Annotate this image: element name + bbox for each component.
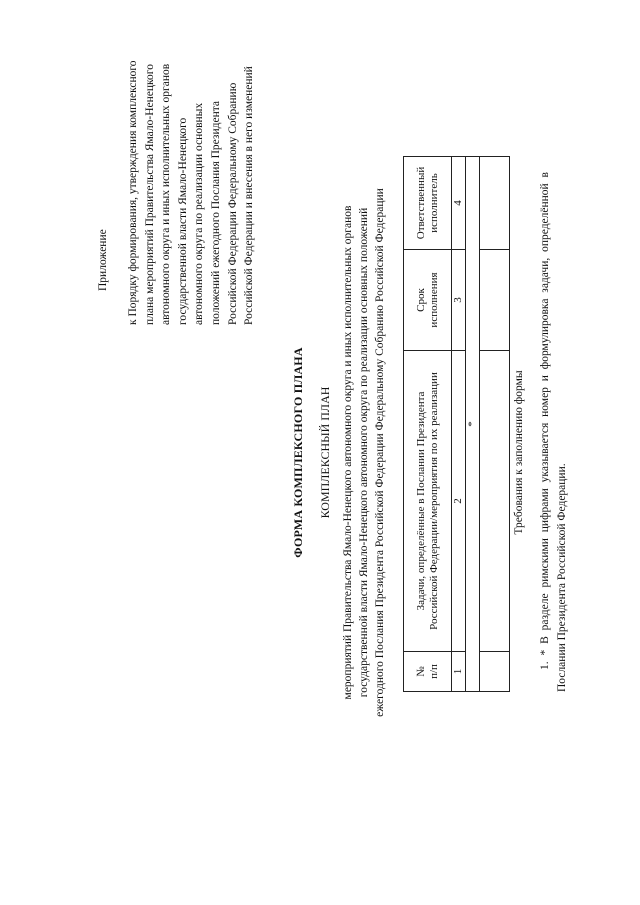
header-responsible-line: исполнитель: [427, 173, 440, 233]
appendix-line: Российской Федерации Федеральному Собранию: [226, 82, 239, 325]
appendix-line: Российской Федерации и внесения в него изменений: [243, 66, 256, 325]
appendix-line: государственной власти Ямало-Ненецкого: [176, 117, 189, 325]
header-tasks: [404, 351, 452, 652]
plan-description-line: мероприятий Правительства Ямало-Ненецкого автономного округа и иных исполнительных органов: [342, 205, 354, 700]
requirements-heading: Требования к заполнению формы: [513, 370, 525, 535]
header-responsible-line: Ответственный: [415, 166, 427, 240]
table-row: [480, 157, 510, 692]
table-cell: [480, 157, 510, 250]
requirements-item: 1. * В разделе римскими цифрами указывается номер и формулировка задачи, определённой в Послании Президента Российской Федерации.: [539, 172, 568, 692]
header-deadline-line: исполнения: [427, 272, 440, 328]
appendix-line: положений ежегодного Послания Президента: [209, 101, 222, 325]
appendix-line: к Порядку формирования, утверждения комплексного: [127, 60, 139, 325]
header-number: [404, 652, 452, 692]
header-number-line: п/п: [427, 664, 440, 679]
plan-title: КОМПЛЕКСНЫЙ ПЛАН: [318, 386, 332, 519]
header-tasks-line: Российской Федерации/мероприятия по их реализации: [427, 372, 440, 630]
appendix-line: автономного округа по реализации основных: [193, 102, 206, 325]
table-cell: [480, 250, 510, 351]
table-row: [452, 157, 466, 692]
column-number: 4: [452, 157, 466, 250]
column-number: 2: [452, 351, 466, 652]
header-deadline: [404, 250, 452, 351]
header-responsible: [404, 157, 452, 250]
plan-table: [403, 156, 510, 692]
appendix-line: автономного округа и иных исполнительных органов: [160, 63, 173, 325]
appendix-text: [125, 20, 258, 325]
form-title: ФОРМА КОМПЛЕКСНОГО ПЛАНА: [291, 347, 305, 558]
table-cell: [480, 351, 510, 652]
header-number-line: №: [415, 666, 427, 677]
column-number: 3: [452, 250, 466, 351]
task-marker-cell: *: [466, 157, 480, 692]
column-number: 1: [452, 652, 466, 692]
appendix-label: Приложение: [97, 229, 109, 291]
appendix-line: плана мероприятий Правительства Ямало-Ненецкого: [143, 64, 156, 325]
table-row: [466, 157, 480, 692]
plan-description: [340, 0, 389, 905]
table-cell: [480, 652, 510, 692]
table-header-row: [404, 157, 452, 692]
plan-description-line: государственной власти Ямало-Ненецкого автономного округа по реализации основных положений: [358, 207, 371, 698]
header-deadline-line: Срок: [415, 288, 427, 312]
header-tasks-line: Задачи, определённые в Послании Президента: [415, 391, 427, 611]
plan-description-line: ежегодного Послания Президента Российской Федерации Федеральному Собранию Российской Федерации: [374, 188, 387, 717]
